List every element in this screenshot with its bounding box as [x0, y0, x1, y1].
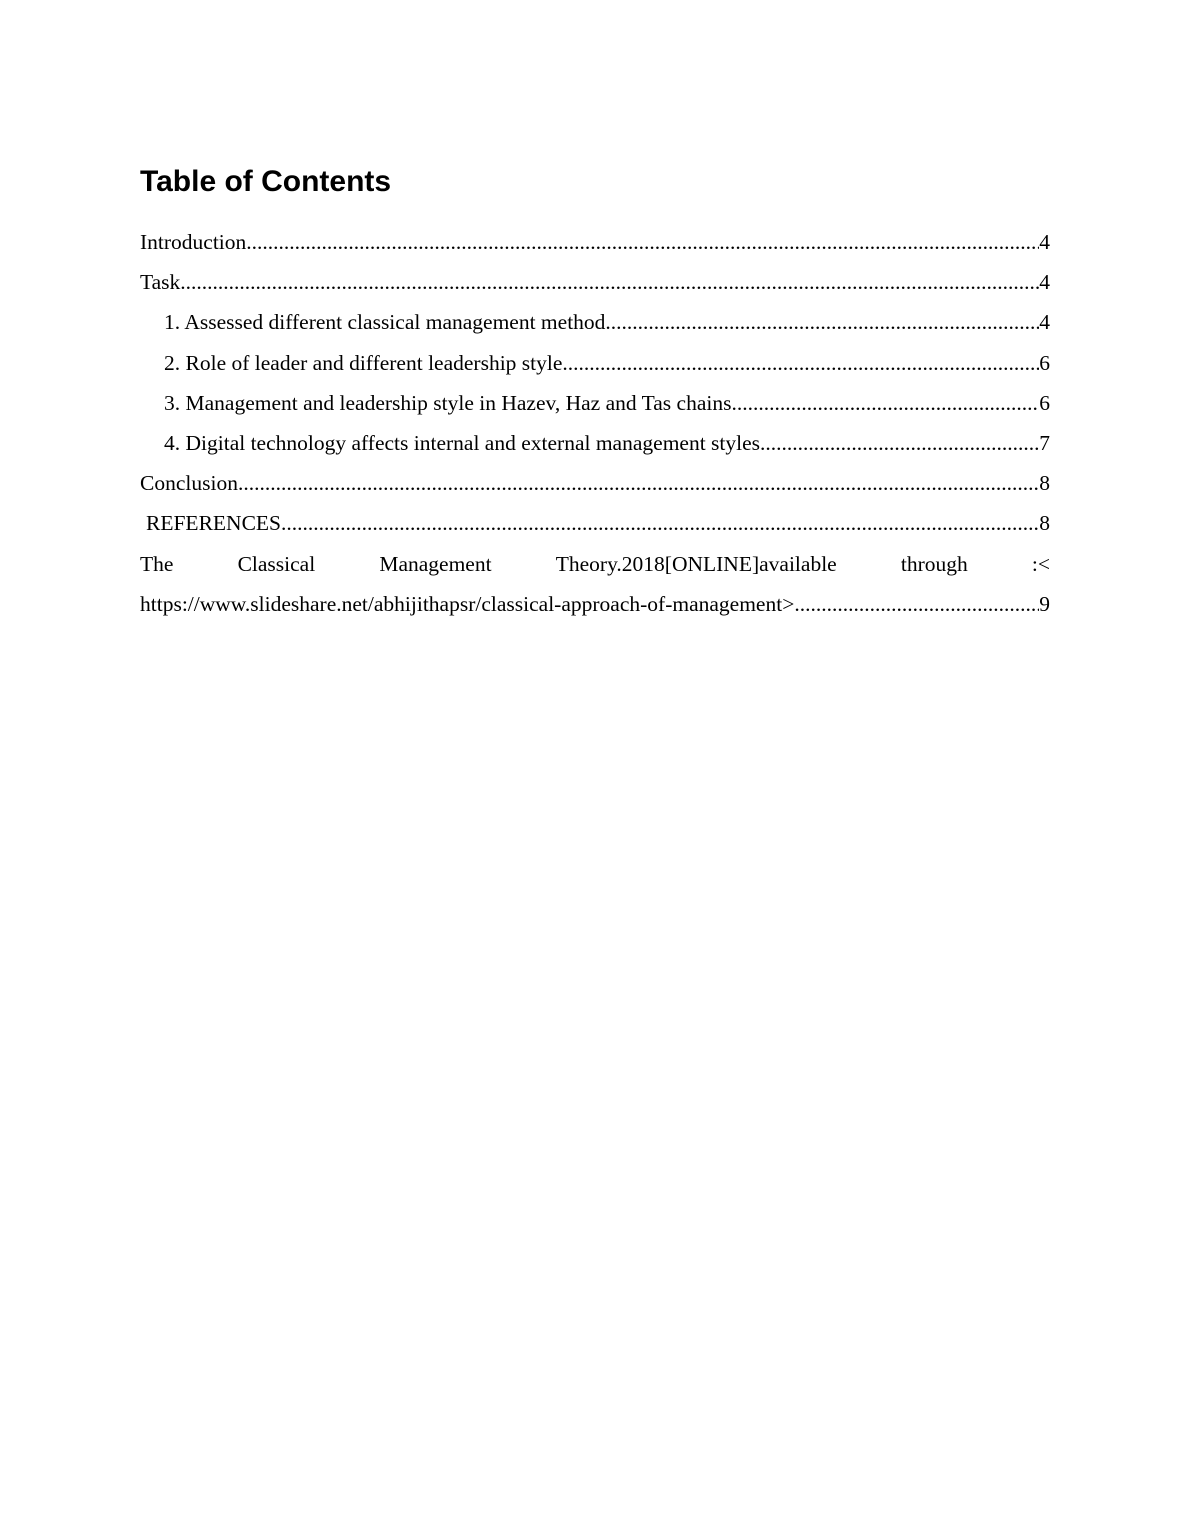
reference-word: Theory.2018[ONLINE]available	[555, 551, 837, 576]
toc-leader-dots	[180, 262, 1039, 302]
reference-word: Management	[379, 551, 492, 576]
toc-page-number: 4	[1039, 230, 1050, 254]
toc-entry-task-3[interactable]	[140, 383, 1050, 423]
reference-source-line-1	[140, 544, 1050, 584]
toc-entry-task-1[interactable]	[140, 302, 1050, 342]
toc-entry-reference-source[interactable]	[140, 544, 1050, 624]
toc-page-number: 9	[1039, 591, 1050, 616]
toc-entry-text: Introduction	[140, 230, 247, 254]
toc-entry-text: 4. Digital technology affects internal and external management styles	[164, 430, 761, 455]
toc-page-number: 8	[1039, 471, 1050, 496]
toc-page-number: 6	[1039, 350, 1050, 375]
reference-word: :<	[1031, 551, 1050, 576]
toc-title: Table of Contents	[140, 165, 392, 198]
reference-word: Classical	[237, 551, 316, 576]
toc-entry-text: 2. Role of leader and different leadership style	[164, 350, 563, 375]
toc-entry-text: Task	[140, 270, 181, 295]
toc-entry-references[interactable]	[140, 503, 1050, 543]
toc-leader-dots	[238, 463, 1039, 503]
toc-leader-dots	[794, 584, 1039, 624]
toc-page-number: 6	[1039, 390, 1050, 415]
toc-leader-dots	[281, 503, 1039, 543]
toc-leader-dots	[760, 423, 1039, 463]
reference-source-line-2	[140, 584, 1050, 624]
toc-entry-text: 3. Management and leadership style in Hazev, Haz and Tas chains	[164, 390, 732, 415]
toc-entry-task-2[interactable]	[140, 343, 1050, 383]
toc-entry-text: Conclusion	[140, 471, 238, 496]
toc-page-number: 7	[1039, 430, 1050, 455]
toc-entry-conclusion[interactable]	[140, 463, 1050, 503]
toc-page-number: 4	[1039, 270, 1050, 295]
toc-entry-task-4[interactable]	[140, 423, 1050, 463]
toc-leader-dots	[562, 343, 1039, 383]
toc-entry-introduction[interactable]	[140, 222, 1050, 262]
toc-page-number: 8	[1039, 511, 1050, 536]
toc-leader-dots	[605, 302, 1039, 342]
reference-word: The	[140, 551, 174, 576]
toc-leader-dots	[246, 222, 1039, 262]
reference-word: through	[900, 551, 968, 576]
toc-page-number: 4	[1039, 310, 1050, 335]
toc-entry-text: REFERENCES	[146, 511, 281, 536]
toc-list	[140, 222, 1050, 624]
toc-entry-task[interactable]	[140, 262, 1050, 302]
reference-url-text: https://www.slideshare.net/abhijithapsr/classical-approach-of-management>	[140, 591, 795, 616]
toc-leader-dots	[731, 383, 1039, 423]
toc-entry-text: 1. Assessed different classical management method	[164, 310, 606, 335]
